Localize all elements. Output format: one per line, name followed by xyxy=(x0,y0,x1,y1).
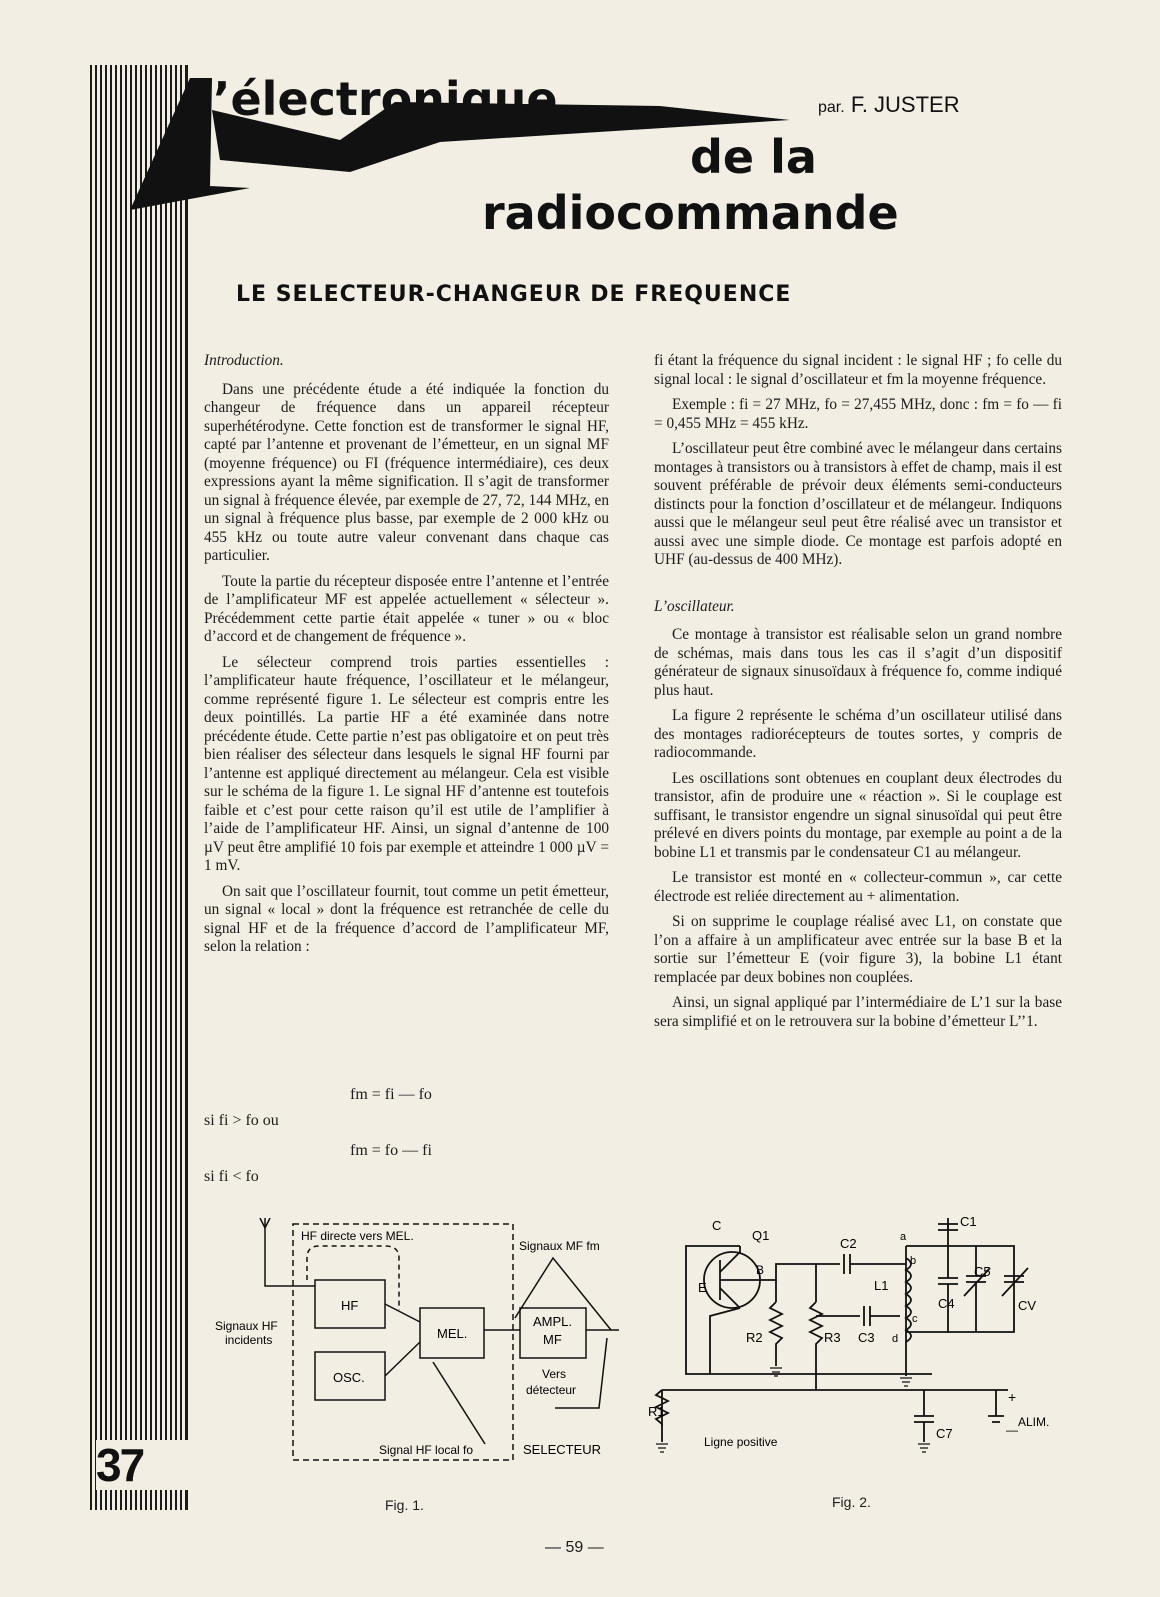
paragraph: fi étant la fréquence du signal incident : le signal HF ; fo celle du signal local : le signal d’oscillateur et fm la moyenne fréquence. xyxy=(654,352,1062,388)
paragraph: Les oscillations sont obtenues en couplant deux électrodes du transistor, afin de produire une « réaction ». Si le couplage est suffisant, le transistor engendre un signal sinusoïdal qui peut être prélevé en divers points du montage, par exemple au point a de la bobine L1 et transmis par le condensateur C1 au mélangeur. xyxy=(654,769,1062,861)
label-c: c xyxy=(912,1313,918,1325)
label-hf-direct: HF directe vers MEL. xyxy=(301,1229,414,1243)
title-line-1: ’électronique xyxy=(213,72,558,126)
paragraph: Ainsi, un signal appliqué par l’intermédiaire de L’1 sur la base sera simplifié et on le retrouvera sur la bobine d’émetteur L’’1. xyxy=(654,994,1062,1030)
label-R1: R1 xyxy=(648,1404,665,1419)
label-ampl: AMPL. xyxy=(533,1314,573,1329)
paragraph: Toute la partie du récepteur disposée entre l’antenne et l’entrée de l’amplificateur MF est appelée actuellement « sélecteur ». Précédemment cette partie était appelée « tuner » ou « bloc d’accord et de changement de fréquence ». xyxy=(204,572,609,645)
label-B: B xyxy=(756,1263,765,1277)
label-plus: + xyxy=(1008,1389,1017,1405)
paragraph: Le sélecteur comprend trois parties essentielles : l’amplificateur haute fréquence, l’oscillateur et le mélangeur, comme représenté figure 1. Le sélecteur est compris entre les deux pointillés. La partie HF a été examinée dans notre précédente étude. Cette partie n’est pas obligatoire et on peut très bien réaliser des sélecteur dans lesquels le signal HF fourni par l’antenne est appliqué directement au mélangeur. Cela est visible sur le schéma de la figure 1. Le signal HF d’antenne est toutefois faible et c’est pour cette raison qu’il est utile de l’amplifier à l’aide de l’amplificateur HF. Ainsi, un signal d’antenne de 100 µV peut être amplifié 10 fois par exemple et atteindre 1 000 µV = 1 mV. xyxy=(204,653,609,874)
label-detecteur: détecteur xyxy=(526,1383,577,1397)
paragraph: Le transistor est monté en « collecteur-commun », car cette électrode est reliée directement au + alimentation. xyxy=(654,869,1062,905)
stripe-border xyxy=(186,65,188,1510)
label-b: b xyxy=(910,1255,917,1267)
label-hf: HF xyxy=(341,1298,359,1313)
label-signaux-hf: Signaux HF xyxy=(215,1319,278,1333)
author xyxy=(818,92,960,118)
column-right xyxy=(654,352,1062,1038)
label-vers: Vers xyxy=(542,1367,567,1381)
section-heading-intro: Introduction. xyxy=(204,352,284,369)
label-C1: C1 xyxy=(960,1216,977,1229)
decorative-stripes xyxy=(90,65,186,1510)
label-R2: R2 xyxy=(746,1330,763,1345)
label-mf: MF xyxy=(543,1332,562,1347)
label-mel: MEL. xyxy=(437,1326,468,1341)
figure-1-caption: Fig. 1. xyxy=(385,1497,424,1513)
label-minus: — xyxy=(1006,1423,1018,1437)
paragraph: Exemple : fi = 27 MHz, fo = 27,455 MHz, donc : fm = fo — fi = 0,455 MHz = 455 kHz. xyxy=(654,396,1062,432)
paragraph: On sait que l’oscillateur fournit, tout comme un petit émetteur, un signal « local » dont la fréquence est retranchée de celle du signal HF et de la fréquence d’accord de l’amplificateur MF, selon la relation : xyxy=(204,882,609,955)
issue-number: 37 xyxy=(96,1440,188,1490)
section-heading-oscillator: L’oscillateur. xyxy=(654,597,735,615)
article-subtitle: LE SELECTEUR-CHANGEUR DE FREQUENCE xyxy=(236,282,792,307)
label-E: E xyxy=(698,1280,707,1295)
label-ligne-positive: Ligne positive xyxy=(704,1435,778,1449)
label-C5: C5 xyxy=(974,1264,991,1279)
figure-2-oscillator-schematic xyxy=(648,1216,1072,1478)
equation-condition-1: si fi > fo ou xyxy=(204,1112,279,1129)
paragraph: L’oscillateur peut être combiné avec le mélangeur dans certains montages à transistors ou à transistors à effet de champ, mais il est souvent préférable de prévoir deux éléments semi-conducteurs distincts pour la fonction d’oscillateur et de mélangeur. Indiquons aussi que le mélangeur seul peut être réalisé avec un transistor et aussi avec une simple diode. Ce montage est parfois adopté en UHF (au-dessus de 400 MHz). xyxy=(654,440,1062,568)
figure-2-caption: Fig. 2. xyxy=(832,1494,871,1510)
label-osc: OSC. xyxy=(333,1370,365,1385)
paragraph: La figure 2 représente le schéma d’un oscillateur utilisé dans des montages radiorécepteurs de toutes sortes, y compris de radiocommande. xyxy=(654,707,1062,761)
title-line-3: radiocommande xyxy=(482,186,899,240)
paragraph: Ce montage à transistor est réalisable selon un grand nombre de schémas, mais dans tous les cas il s’agit d’un dispositif générateur de signaux sinusoïdaux à fréquence fo, comme indiqué plus haut. xyxy=(654,626,1062,699)
title-line-2: de la xyxy=(690,130,817,184)
label-R3: R3 xyxy=(824,1330,841,1345)
page-number: — 59 — xyxy=(545,1539,604,1556)
paragraph: Si on supprime le couplage réalisé avec L1, on constate que l’on a affaire à un amplificateur avec entrée sur la base B et la sortie sur l’émetteur E (voir figure 3), la bobine L1 étant remplacée par deux bobines non couplées. xyxy=(654,913,1062,986)
label-selecteur: SELECTEUR xyxy=(523,1442,602,1457)
author-name: F. JUSTER xyxy=(850,92,960,117)
equation-1: fm = fi — fo xyxy=(350,1086,432,1103)
label-C2: C2 xyxy=(840,1236,857,1251)
paragraph: Dans une précédente étude a été indiquée la fonction du changeur de fréquence dans un appareil récepteur superhétérodyne. Cette fonction est de transformer le signal HF, capté par l’antenne et provenant de l’émetteur, en un signal MF (moyenne fréquence) ou FI (fréquence intermédiaire), ces deux expressions ayant la même signification. Il s’agit de transformer un signal à fréquence élevée, par exemple de 27, 72, 144 MHz, en un signal à fréquence plus basse, par exemple de 2 000 kHz ou 455 kHz ou toute autre valeur convenant dans chaque cas particulier. xyxy=(204,380,609,564)
label-L1: L1 xyxy=(874,1278,889,1293)
label-C4: C4 xyxy=(938,1296,955,1311)
label-d: d xyxy=(892,1333,899,1345)
label-CV: CV xyxy=(1018,1298,1037,1313)
label-C3: C3 xyxy=(858,1330,875,1345)
column-left xyxy=(204,352,609,964)
label-a: a xyxy=(900,1231,907,1243)
author-prefix: par. xyxy=(818,99,845,116)
label-alim: ALIM. xyxy=(1018,1415,1050,1429)
figure-1-block-diagram xyxy=(215,1218,635,1478)
label-C: C xyxy=(712,1218,722,1233)
equation-condition-2: si fi < fo xyxy=(204,1168,259,1185)
label-incidents: incidents xyxy=(225,1333,273,1347)
label-signaux-mf: Signaux MF fm xyxy=(519,1239,600,1253)
label-C7: C7 xyxy=(936,1426,953,1441)
label-Q1: Q1 xyxy=(752,1228,770,1243)
label-signal-local: Signal HF local fo xyxy=(379,1443,474,1457)
equation-2: fm = fo — fi xyxy=(350,1142,432,1159)
